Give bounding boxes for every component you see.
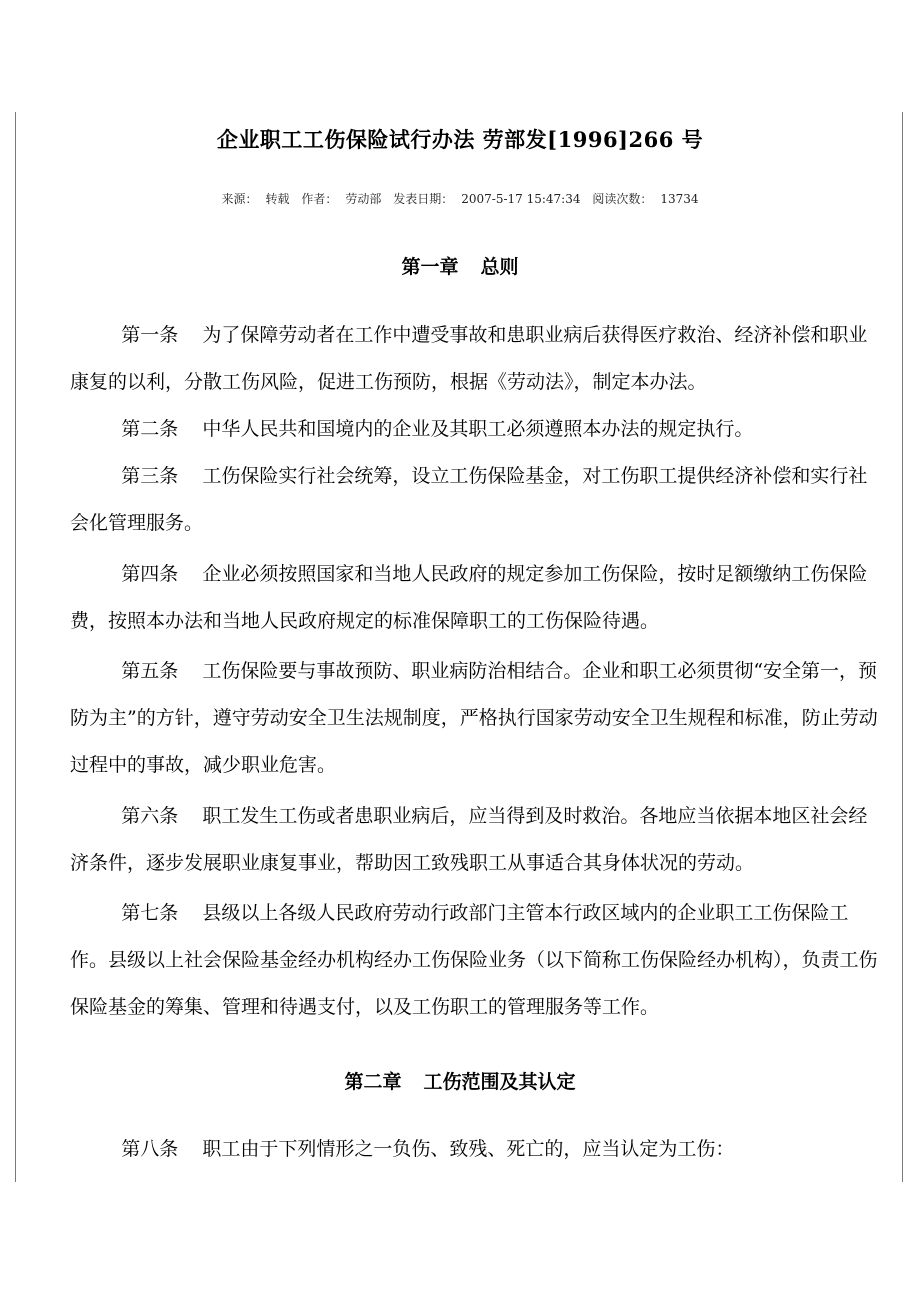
article-7 (70, 890, 878, 1031)
chapter-heading-1 (0, 252, 920, 279)
article-2 (70, 406, 878, 453)
article-number: 第三条 (121, 465, 179, 487)
meta-source-label: 来源： (221, 192, 258, 206)
article-number: 第六条 (121, 805, 179, 827)
meta-author-value: 劳动部 (345, 192, 382, 206)
article-text: 中华人民共和国境内的企业及其职工必须遵照本办法的规定执行。 (202, 418, 754, 440)
article-3 (70, 453, 878, 547)
article-4 (70, 551, 878, 645)
chapter-name: 总则 (480, 256, 519, 278)
article-5 (70, 648, 878, 789)
document-meta (0, 190, 920, 207)
meta-reads-value: 13734 (660, 192, 699, 206)
chapter-number: 第一章 (401, 256, 459, 278)
article-text: 为了保障劳动者在工作中遭受事故和患职业病后获得医疗救治、经济补偿和职业康复的以利，分散工伤风险，促进工伤预防，根据《劳动法》，制定本办法。 (70, 324, 868, 393)
meta-date-label: 发表日期： (393, 192, 454, 206)
meta-source-value: 转载 (265, 192, 290, 206)
article-number: 第一条 (121, 324, 179, 346)
meta-author-label: 作者： (301, 192, 338, 206)
article-number: 第八条 (121, 1138, 179, 1160)
chapter-name: 工伤范围及其认定 (423, 1071, 576, 1093)
article-text: 职工由于下列情形之一负伤、致残、死亡的，应当认定为工伤： (202, 1138, 735, 1160)
article-text: 职工发生工伤或者患职业病后，应当得到及时救治。各地应当依据本地区社会经济条件，逐步发展职业康复事业，帮助因工致残职工从事适合其身体状况的劳动。 (70, 805, 868, 874)
article-text: 工伤保险要与事故预防、职业病防治相结合。企业和职工必须贯彻“安全第一，预防为主”的方针，遵守劳动安全卫生法规制度，严格执行国家劳动安全卫生规程和标准，防止劳动过程中的事故，减少职业危害。 (70, 660, 878, 776)
chapter-number: 第二章 (344, 1071, 402, 1093)
article-number: 第四条 (121, 563, 179, 585)
article-number: 第五条 (121, 660, 179, 682)
article-text: 工伤保险实行社会统筹，设立工伤保险基金，对工伤职工提供经济补偿和实行社会化管理服务。 (70, 465, 868, 534)
article-1 (70, 312, 878, 406)
meta-date-value: 2007-5-17 15:47:34 (461, 192, 581, 206)
article-text: 企业必须按照国家和当地人民政府的规定参加工伤保险，按时足额缴纳工伤保险费，按照本办法和当地人民政府规定的标准保障职工的工伤保险待遇。 (70, 563, 868, 632)
article-6 (70, 793, 878, 887)
chapter-heading-2 (0, 1067, 920, 1094)
document-title: 企业职工工伤保险试行办法 劳部发[1996]266 号 (216, 127, 704, 152)
meta-reads-label: 阅读次数： (592, 192, 653, 206)
article-8 (70, 1126, 878, 1173)
article-number: 第二条 (121, 418, 179, 440)
article-text: 县级以上各级人民政府劳动行政部门主管本行政区域内的企业职工工伤保险工作。县级以上社会保险基金经办机构经办工伤保险业务（以下简称工伤保险经办机构），负责工伤保险基金的筹集、管理和待遇支付，以及工伤职工的管理服务等工作。 (70, 902, 878, 1018)
article-number: 第七条 (121, 902, 179, 924)
